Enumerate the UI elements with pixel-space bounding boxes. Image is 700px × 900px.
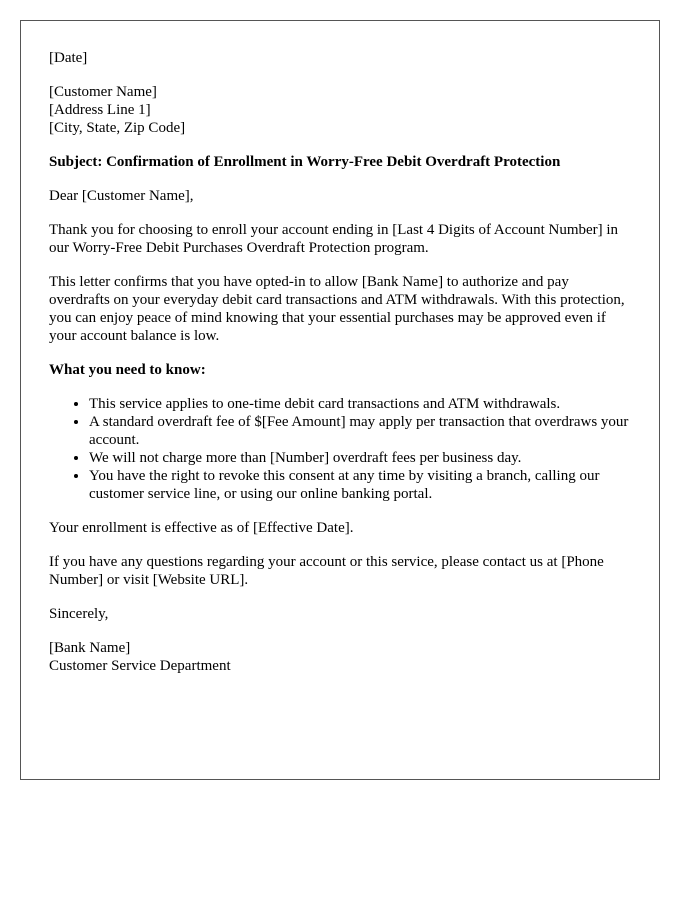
paragraph-enrollment-thanks: Thank you for choosing to enroll your account ending in [Last 4 Digits of Account Number] in our Worry-Free Debit Purchases Overdraft Protection program. — [49, 222, 619, 256]
signature-block — [49, 639, 631, 675]
closing: Sincerely, — [49, 606, 109, 622]
salutation: Dear [Customer Name], — [49, 188, 194, 204]
section-heading: What you need to know: — [49, 362, 206, 378]
key-points-list — [49, 395, 631, 503]
paragraph-effective-date: Your enrollment is effective as of [Effective Date]. — [49, 520, 354, 536]
list-item: • You have the right to revoke this consent at any time by visiting a branch, calling our customer service line, or using our online banking portal. — [89, 467, 631, 503]
paragraph-contact: If you have any questions regarding your account or this service, please contact us at [Phone Number] or visit [Website URL]. — [49, 554, 604, 588]
list-item: • This service applies to one-time debit card transactions and ATM withdrawals. — [89, 395, 631, 413]
subject-line — [49, 153, 631, 171]
recipient-name: [Customer Name] — [49, 84, 157, 100]
letter-date: [Date] — [49, 50, 88, 66]
recipient-address-line-1: [Address Line 1] — [49, 102, 151, 118]
recipient-city-state-zip: [City, State, Zip Code] — [49, 120, 186, 136]
signature-bank-name: [Bank Name] — [49, 640, 131, 656]
letter — [20, 20, 660, 780]
recipient-address — [49, 83, 631, 137]
subject-label: Subject: — [49, 154, 103, 170]
signature-department: Customer Service Department — [49, 658, 231, 674]
list-item: • We will not charge more than [Number] overdraft fees per business day. — [89, 449, 631, 467]
paragraph-opt-in-confirmation: This letter confirms that you have opted-in to allow [Bank Name] to authorize and pay overdrafts on your everyday debit card transactions and ATM withdrawals. With this protection, you can enjoy peace of mind knowing that your essential purchases may be approved even if your account balance is low. — [49, 274, 625, 344]
subject-text: Confirmation of Enrollment in Worry-Free Debit Overdraft Protection — [102, 154, 561, 170]
list-item: • A standard overdraft fee of $[Fee Amount] may apply per transaction that overdraws your account. — [89, 413, 631, 449]
